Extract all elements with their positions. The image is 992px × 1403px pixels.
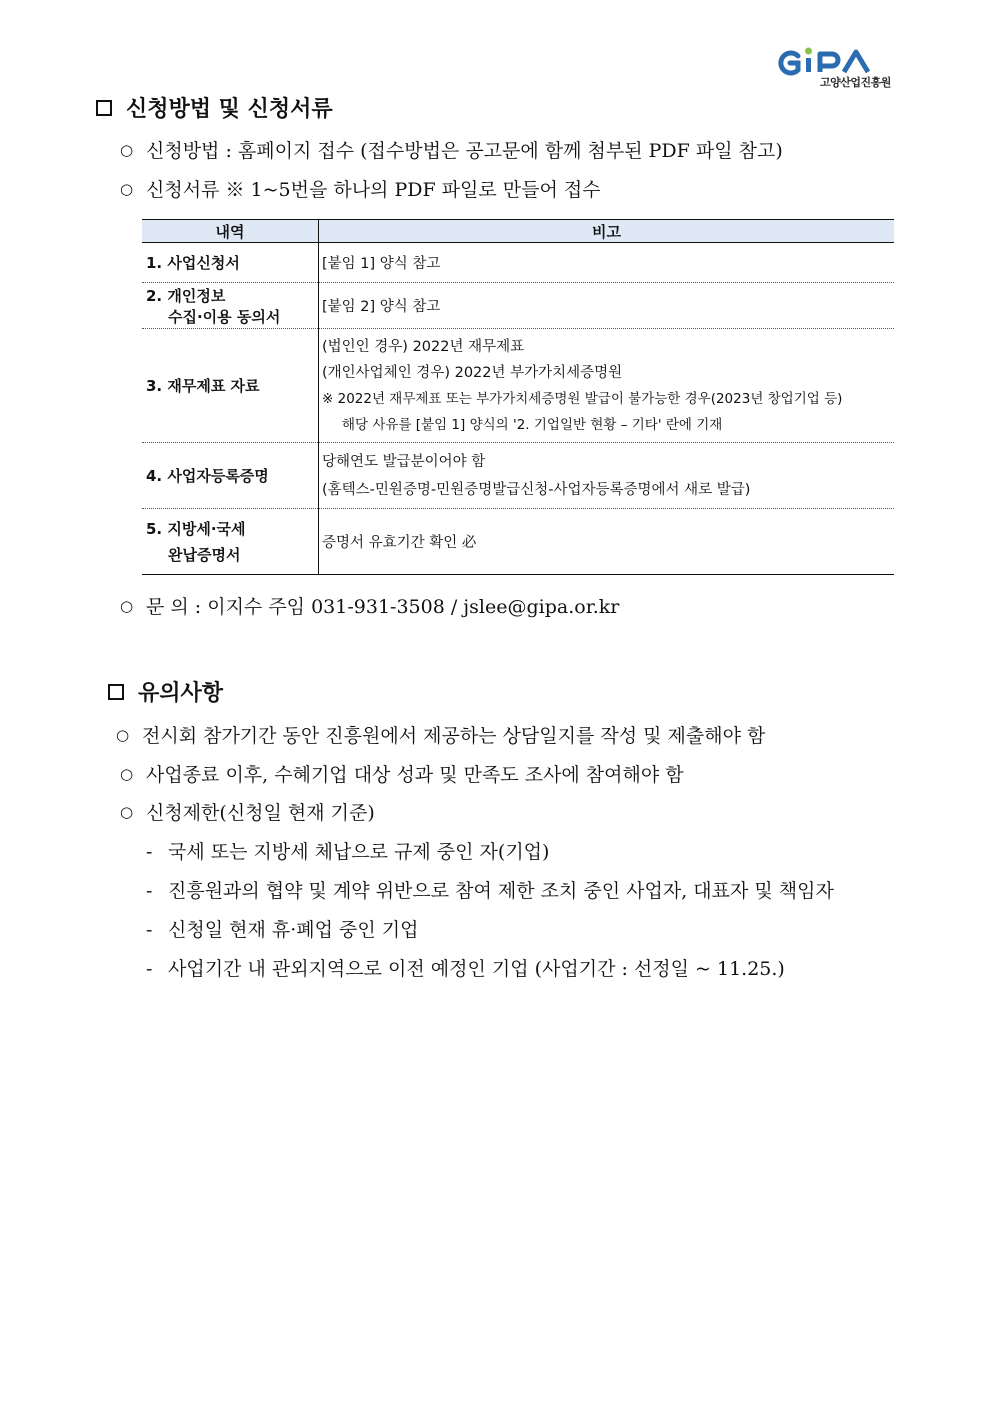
checkbox-square-icon [96, 100, 112, 116]
list-item: ○ 사업종료 이후, 수혜기업 대상 성과 및 만족도 조사에 참여해야 함 [120, 764, 684, 786]
circle-bullet-icon: ○ [120, 179, 134, 198]
row-note: [붙임 1] 양식 참고 [319, 243, 895, 283]
list-item: ○ 전시회 참가기간 동안 진흥원에서 제공하는 상담일지를 작성 및 제출해야 함 [116, 725, 766, 747]
contact-text: 문 의 : 이지수 주임 031-931-3508 / jslee@gipa.or.kr [146, 596, 620, 618]
row-item: 5. 지방세·국세 완납증명서 [142, 509, 319, 575]
table-row [142, 443, 894, 509]
bullet-method [120, 136, 783, 163]
table-header-item: 내역 [142, 220, 319, 243]
row-note: (법인인 경우) 2022년 재무제표 (개인사업체인 경우) 2022년 부가가치세증명원 ※ 2022년 재무제표 또는 부가가치세증명원 발급이 불가능한 경우(2023년 창업기업 등) 해당 사유를 [붙임 1] 양식의 '2. 기업일반 현황 – 기타' 란에 기재 [319, 329, 895, 443]
section-title: 신청방법 및 신청서류 [126, 97, 333, 122]
method-text: 신청방법 : 홈페이지 접수 (접수방법은 공고문에 함께 첨부된 PDF 파일 참고) [146, 140, 783, 162]
section-title: 유의사항 [138, 681, 224, 706]
restriction-item: - 사업기간 내 관외지역으로 이전 예정인 기업 (사업기간 : 선정일 ~ 11.25.) [146, 958, 785, 980]
circle-bullet-icon: ○ [120, 140, 134, 159]
row-note: 당해연도 발급분이어야 함 (홈텍스-민원증명-민원증명발급신청-사업자등록증명에서 새로 발급) [319, 443, 895, 509]
checkbox-square-icon [108, 684, 124, 700]
gipa-logo [776, 46, 900, 90]
gipa-logo-mark [776, 46, 900, 76]
documents-intro-text: 신청서류 ※ 1~5번을 하나의 PDF 파일로 만들어 접수 [146, 179, 601, 201]
table-row [142, 243, 894, 283]
row-item: 2. 개인정보 수집·이용 동의서 [142, 283, 319, 329]
row-note: [붙임 2] 양식 참고 [319, 283, 895, 329]
documents-table [142, 219, 894, 575]
row-note: 증명서 유효기간 확인 必 [319, 509, 895, 575]
section-heading-application [96, 92, 333, 123]
table-row [142, 509, 894, 575]
circle-bullet-icon: ○ [120, 802, 134, 821]
section-heading-notes [108, 676, 223, 707]
circle-bullet-icon: ○ [120, 764, 134, 783]
bullet-documents [120, 175, 601, 202]
table-row [142, 283, 894, 329]
restriction-item: - 신청일 현재 휴·폐업 중인 기업 [146, 919, 419, 941]
circle-bullet-icon: ○ [120, 596, 134, 615]
table-row [142, 329, 894, 443]
row-item: 3. 재무제표 자료 [142, 329, 319, 443]
circle-bullet-icon: ○ [116, 725, 130, 744]
row-item: 1. 사업신청서 [142, 243, 319, 283]
list-item: ○ 신청제한(신청일 현재 기준) [120, 802, 375, 824]
logo-subtitle: 고양산업진흥원 [820, 76, 891, 89]
row-item: 4. 사업자등록증명 [142, 443, 319, 509]
table-header-note: 비고 [319, 220, 895, 243]
bullet-contact [120, 592, 619, 619]
restriction-item: - 국세 또는 지방세 체납으로 규제 중인 자(기업) [146, 841, 550, 863]
restriction-item: - 진흥원과의 협약 및 계약 위반으로 참여 제한 조치 중인 사업자, 대표자 및 책임자 [146, 880, 834, 902]
